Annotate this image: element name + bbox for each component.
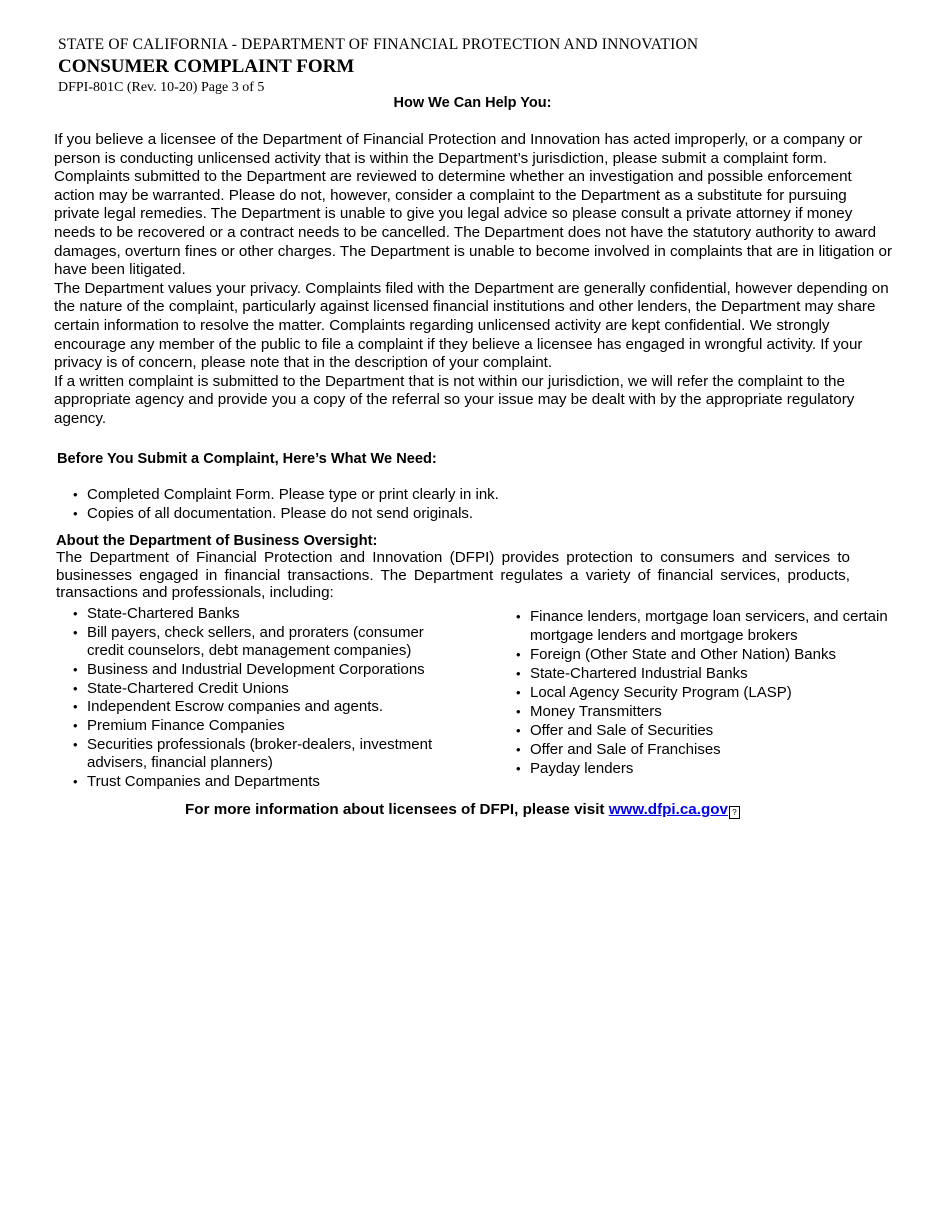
- more-info-text: For more information about licensees of DFPI, please visit: [185, 801, 605, 818]
- help-section-title: How We Can Help You:: [393, 95, 552, 111]
- regulated-item: • Premium Finance Companies: [73, 717, 463, 735]
- form-number: DFPI-801C (Rev. 10-20) Page 3 of 5: [58, 80, 265, 95]
- regulated-item: • Foreign (Other State and Other Nation) Banks: [516, 645, 896, 664]
- regulated-item: • Business and Industrial Development Corporations: [73, 661, 463, 679]
- agency-name: STATE OF CALIFORNIA - DEPARTMENT OF FINANCIAL PROTECTION AND INNOVATION: [58, 36, 699, 53]
- dfpi-website-link[interactable]: www.dfpi.ca.gov: [608, 801, 728, 818]
- regulated-item: • Finance lenders, mortgage loan servicers, and certain mortgage lenders and mortgage brokers: [516, 607, 896, 645]
- regulated-list-left: [73, 605, 463, 792]
- more-info-line: [0, 801, 925, 819]
- regulated-item: • Bill payers, check sellers, and proraters (consumer credit counselors, debt management companies): [73, 624, 463, 660]
- needs-section-title: Before You Submit a Complaint, Here’s What We Need:: [57, 451, 437, 467]
- regulated-item: • Money Transmitters: [516, 702, 896, 721]
- regulated-item: • Offer and Sale of Securities: [516, 721, 896, 740]
- regulated-list-right: [516, 607, 896, 778]
- regulated-item: • State-Chartered Banks: [73, 605, 463, 623]
- form-title: CONSUMER COMPLAINT FORM: [58, 56, 355, 77]
- about-section-text: The Department of Financial Protection and Innovation (DFPI) provides protection to consumers and services to businesses engaged in financial transactions. The Department regulates a variety of financial services, products, transactions and professionals, including:: [56, 549, 850, 602]
- regulated-item: • Offer and Sale of Franchises: [516, 740, 896, 759]
- regulated-item: • State-Chartered Credit Unions: [73, 680, 463, 698]
- regulated-item: • Payday lenders: [516, 759, 896, 778]
- needs-list-item: • Copies of all documentation. Please do not send originals.: [73, 504, 499, 523]
- regulated-item: • Local Agency Security Program (LASP): [516, 683, 896, 702]
- about-section-title: About the Department of Business Oversight:: [56, 533, 378, 549]
- regulated-item: • Independent Escrow companies and agents.: [73, 698, 463, 716]
- external-link-icon: ?: [729, 806, 740, 819]
- regulated-item: • State-Chartered Industrial Banks: [516, 664, 896, 683]
- needs-list-item: • Completed Complaint Form. Please type or print clearly in ink.: [73, 485, 499, 504]
- regulated-item: • Securities professionals (broker-dealers, investment advisers, financial planners): [73, 736, 463, 772]
- document-header: [58, 36, 698, 96]
- regulated-item: • Trust Companies and Departments: [73, 773, 463, 791]
- needs-list: [73, 485, 499, 523]
- help-paragraph-1: If you believe a licensee of the Department of Financial Protection and Innovation has acted improperly, or a company or person is conducting unlicensed activity that is within the Department’s jurisdiction, please submit a complaint form. Complaints submitted to the Department are reviewed to determine whether an investigation and possible enforcement action may be warranted. Please do not, however, consider a complaint to the Department as a substitute for pursuing private legal remedies. The Department is unable to give you legal advice so please consult a private attorney if money needs to be recovered or a contract needs to be cancelled. The Department does not have the statutory authority to award damages, overturn fines or other charges. The Department is unable to become involved in complaints that are in litigation or have been litigated.: [54, 131, 893, 279]
- help-section-body: [54, 131, 894, 429]
- help-paragraph-2: The Department values your privacy. Complaints filed with the Department are generally confidential, however depending on the nature of the complaint, particularly against licensed financial institutions and other lenders, the Department may share certain information to resolve the matter. Complaints regarding unlicensed activity are kept confidential. We strongly encourage any member of the public to file a complaint if they believe a licensee has engaged in wrongful activity. If your privacy is of concern, please note that in the description of your complaint.: [54, 279, 889, 372]
- help-paragraph-3: If a written complaint is submitted to the Department that is not within our jurisdiction, we will refer the complaint to the appropriate agency and provide you a copy of the referral so your issue may be dealt with by the appropriate regulatory agency.: [54, 372, 855, 427]
